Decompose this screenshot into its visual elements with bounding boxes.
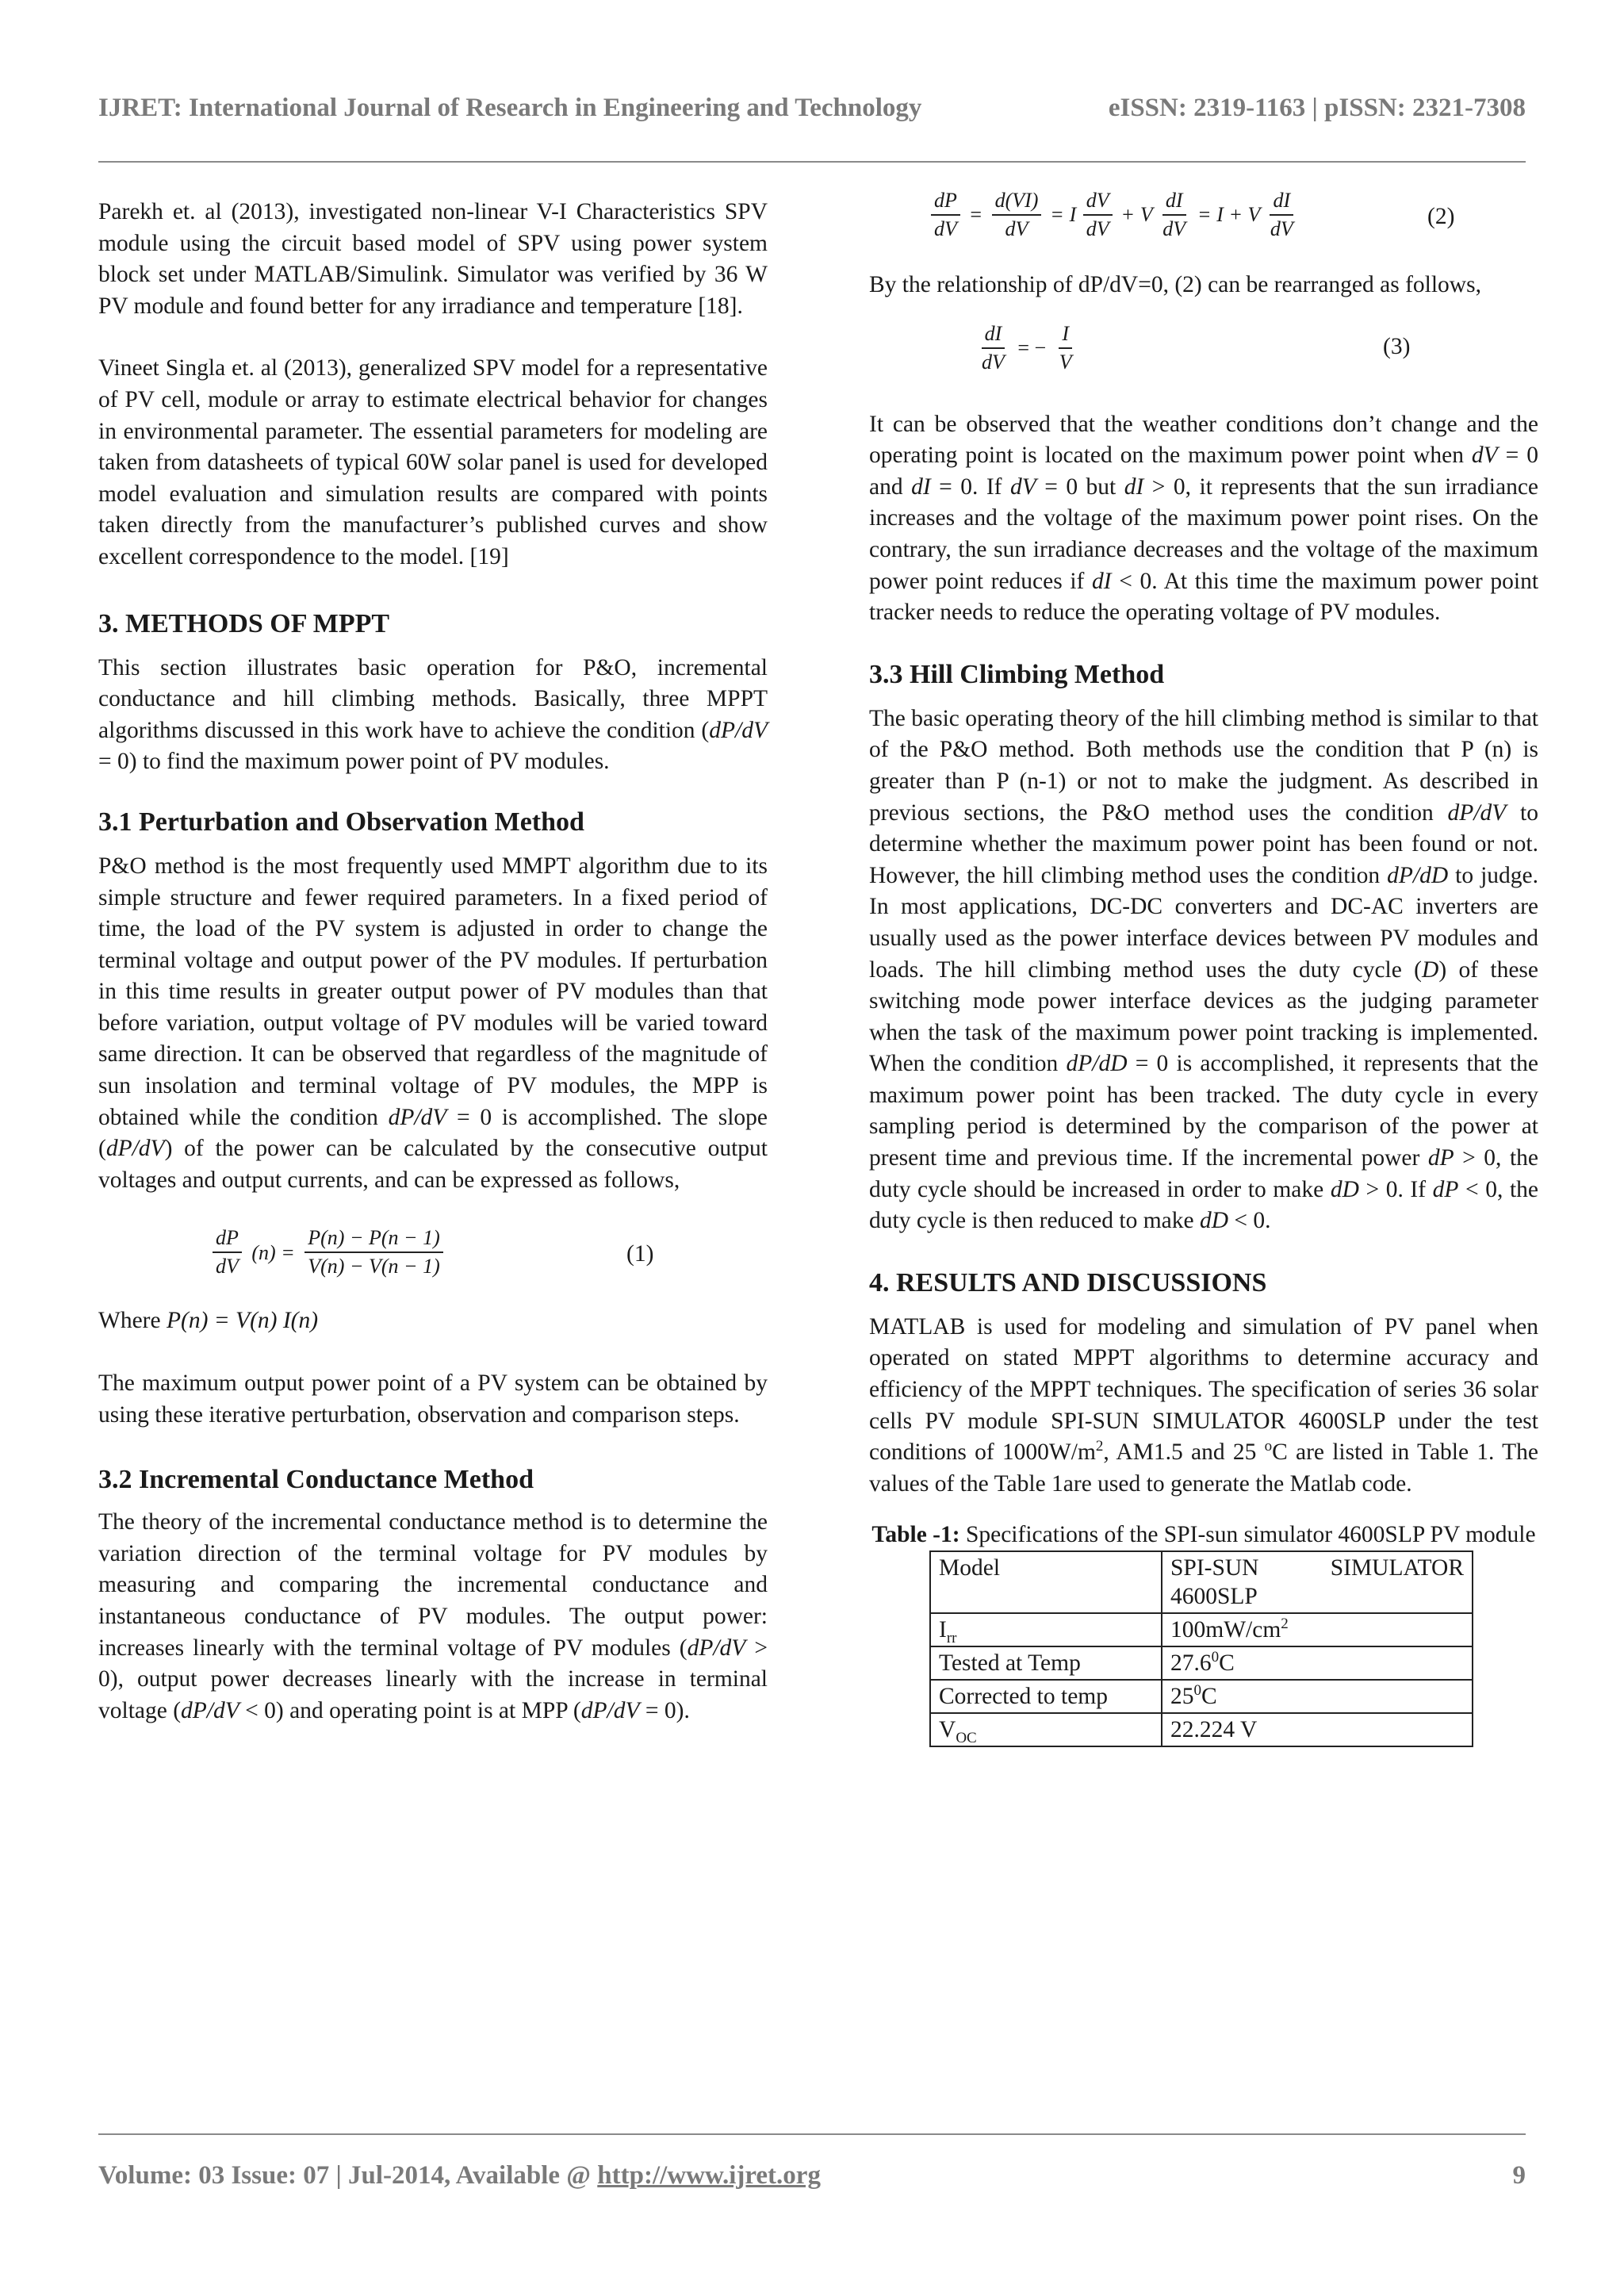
- equation-3: $\frac{dI}{dV}$ = − $\frac{I}{V}$ (3): [982, 321, 1411, 374]
- table-row: $V_{OC}$ 22.224 V: [930, 1713, 1473, 1746]
- journal-link[interactable]: http://www.ijret.org: [597, 2161, 821, 2190]
- right-column: [869, 187, 1538, 1747]
- page-footer: [98, 2161, 1526, 2191]
- paragraph-methods-intro: This section illustrates basic operation for P&O, incremental conductance and hill climbing methods. Basically, three MPPT algorithms discussed in this work have to achieve the condition (dP/dV = 0) to find the maximum power point of PV modules.: [98, 654, 768, 775]
- issn-info: eISSN: 2319-1163 | pISSN: 2321-7308: [1108, 94, 1526, 122]
- journal-title: IJRET: International Journal of Research in Engineering and Technology: [98, 94, 922, 122]
- paragraph-results: MATLAB is used for modeling and simulation of PV panel when operated on stated MPPT algorithms to determine accuracy and efficiency of the MPPT techniques. The specification of series 36 solar cells PV module SPI-SUN SIMULATOR 4600SLP under the test conditions of $1000W/m^2$, AM1.5 and 25 $^o$C are listed in Table 1. The values of the Table 1are used to generate the Matlab code.: [869, 1313, 1538, 1497]
- footer-rule: [98, 2133, 1526, 2135]
- heading-results: 4. RESULTS AND DISCUSSIONS: [869, 1267, 1267, 1297]
- paragraph-parekh: Parekh et. al (2013), investigated non-linear V-I Characteristics SPV module using the circuit based model of SPV using power system block set under MATLAB/Simulink. Simulator was verified by 36 W PV module and found better for any irradiance and temperature [18].: [98, 199, 768, 319]
- heading-perturb-observe: 3.1 Perturbation and Observation Method: [98, 807, 584, 837]
- table-row: Corrected to temp $25^0C$: [930, 1680, 1473, 1713]
- paragraph-perturb-observe: P&O method is the most frequently used MMPT algorithm due to its simple structure and fewer required parameters. In a fixed period of time, the load of the PV system is adjusted in order to change the terminal voltage and output power of the PV modules. If perturbation in this time results in greater output power of PV modules than that before variation, output voltage of PV modules will be varied toward same direction. It can be observed that regardless of the magnitude of sun insolation and terminal voltage of PV modules, the MPP is obtained while the condition dP/dV = 0 is accomplished. The slope (dP/dV) of the power can be calculated by the consecutive output voltages and output currents, and can be expressed as follows,: [98, 853, 768, 1193]
- header-rule: [98, 161, 1526, 163]
- page-number: 9: [1512, 2161, 1526, 2190]
- where-line: Where P(n) = V(n) I(n): [98, 1308, 319, 1334]
- table-row: Model SPI-SUN SIMULATOR 4600SLP: [930, 1551, 1473, 1613]
- equation-3-label: (3): [1383, 333, 1411, 359]
- left-column: [98, 197, 768, 1727]
- heading-incremental-conductance: 3.2 Incremental Conductance Method: [98, 1465, 534, 1495]
- table-row: $I_{rr}$ $100mW/cm^2$: [930, 1613, 1473, 1646]
- paragraph-max-output: The maximum output power point of a PV system can be obtained by using these iterative perturbation, observation and comparison steps.: [98, 1370, 768, 1428]
- paragraph-relationship: By the relationship of dP/dV=0, (2) can be rearranged as follows,: [869, 272, 1481, 297]
- paragraph-weather-conditions: It can be observed that the weather conditions don’t change and the operating point is located on the maximum power point when dV = 0 and dI = 0. If dV = 0 but dI > 0, it represents that the sun irradiance increases and the voltage of the maximum power point rises. On the contrary, the sun irradiance decreases and the voltage of the maximum power point reduces if dI < 0. At this time the maximum power point tracker needs to reduce the operating voltage of PV modules.: [869, 411, 1539, 626]
- heading-hill-climbing: 3.3 Hill Climbing Method: [869, 659, 1165, 689]
- paragraph-incremental-conductance: The theory of the incremental conductance method is to determine the variation direction of the terminal voltage for PV modules by measuring and comparing the incremental conductance and instantaneous conductance of PV modules. The output power: increases linearly with the terminal voltage of PV modules (dP/dV > 0), output power decreases linearly with the increase in terminal voltage (dP/dV < 0) and operating point is at MPP (dP/dV = 0).: [98, 1509, 768, 1723]
- table-caption: Table -1: Specifications of the SPI-sun simulator 4600SLP PV module: [871, 1522, 1536, 1548]
- paragraph-hill-climbing: The basic operating theory of the hill climbing method is similar to that of the P&O method. Both methods use the condition that P (n) is greater than P (n-1) or not to make the judgment. As described in previous sections, the P&O method uses the condition dP/dV to determine whether the maximum power point has been found or not. However, the hill climbing method uses the condition dP/dD to judge. In most applications, DC-DC converters and DC-AC inverters are usually used as the power interface devices between PV modules and loads. The hill climbing method uses the duty cycle (D) of these switching mode power interface devices as the judging parameter when the task of the maximum power point tracking is implemented. When the condition dP/dD = 0 is accomplished, it represents that the maximum power point has been tracked. The duty cycle in every sampling period is determined by the comparison of the power at present time and previous time. If the incremental power dP > 0, the duty cycle should be increased in order to make dD > 0. If dP < 0, the duty cycle is then reduced to make dD < 0.: [869, 705, 1539, 1234]
- page-header: [98, 94, 1526, 125]
- volume-info: Volume: 03 Issue: 07 | Jul-2014, Available @: [98, 2161, 598, 2190]
- table-row: Tested at Temp 27.6$^0$C: [930, 1646, 1473, 1680]
- paragraph-singla: Vineet Singla et. al (2013), generalized SPV model for a representative of PV cell, module or array to estimate electrical behavior for changes in environmental parameter. The essential parameters for modeling are taken from datasheets of typical 60W solar panel is used for developed model evaluation and simulation results are compared with points taken directly from the manufacturer’s published curves and show excellent correspondence to the model. [19]: [98, 355, 768, 569]
- specifications-table: [929, 1550, 1473, 1747]
- equation-2-label: (2): [1427, 204, 1455, 229]
- equation-1-label: (1): [626, 1241, 654, 1267]
- equation-1: $\frac{dP}{dV}$ (n) = $\frac{P(n) - P(n - 1)}{V(n) - V(n - 1)}$ (1): [98, 1220, 768, 1291]
- equation-2: $\frac{dP}{dV}$ = $\frac{d(VI)}{dV}$ = I $\frac{dV}{dV}$ + V $\frac{dI}{dV}$ = I + V $\frac{dI}{dV}$ (2): [869, 187, 1538, 254]
- heading-methods-mppt: 3. METHODS OF MPPT: [98, 608, 390, 638]
